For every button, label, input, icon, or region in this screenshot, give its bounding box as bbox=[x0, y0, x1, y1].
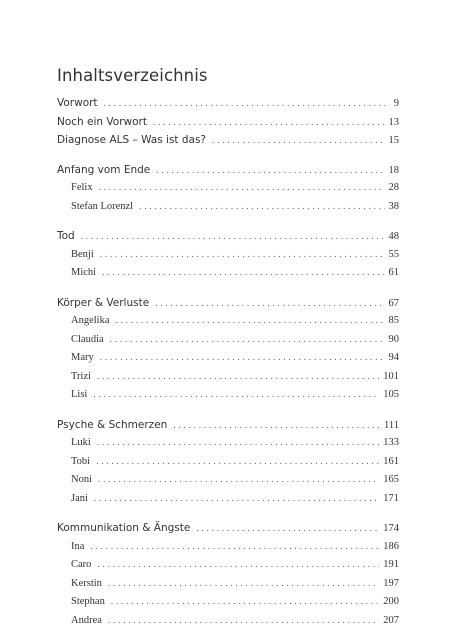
toc-entry-label: Anfang vom Ende bbox=[57, 163, 151, 176]
toc-entry-label: Trizi bbox=[71, 370, 92, 382]
toc-entry-label: Caro bbox=[71, 559, 92, 570]
toc-entry-label: Vorwort bbox=[57, 97, 98, 109]
toc-page-number: 161 bbox=[383, 455, 399, 467]
dot-leader bbox=[102, 267, 384, 277]
dot-leader bbox=[116, 315, 385, 325]
toc-page-number: 85 bbox=[388, 315, 399, 326]
toc-subentry[interactable] bbox=[57, 334, 399, 353]
toc-subentry[interactable] bbox=[57, 352, 399, 371]
toc-page-number: 111 bbox=[384, 419, 399, 431]
toc-page-number: 48 bbox=[388, 231, 399, 242]
dot-leader bbox=[97, 437, 379, 447]
toc-entry-label: Stefan Lorenzl bbox=[71, 200, 134, 212]
toc-entry-label: Kommunikation & Ängste bbox=[57, 522, 191, 534]
dot-leader bbox=[212, 135, 384, 145]
toc-subentry[interactable] bbox=[57, 596, 399, 615]
toc-entry-label: Noni bbox=[71, 474, 92, 485]
dot-leader bbox=[81, 231, 385, 241]
toc-entry[interactable] bbox=[57, 297, 399, 316]
toc-subentry[interactable] bbox=[57, 456, 399, 475]
toc-page-number: 67 bbox=[388, 297, 399, 309]
toc-page-number: 171 bbox=[383, 492, 399, 504]
dot-leader bbox=[100, 249, 385, 259]
dot-leader bbox=[104, 98, 390, 108]
toc-page-number: 15 bbox=[388, 135, 399, 146]
dot-leader bbox=[98, 474, 379, 484]
toc-entry-label: Luki bbox=[71, 437, 91, 448]
toc-entry-label: Noch ein Vorwort bbox=[57, 115, 147, 128]
toc-page-number: 165 bbox=[383, 474, 399, 485]
toc-entry-label: Benji bbox=[71, 248, 94, 260]
toc-entry-label: Claudia bbox=[71, 333, 104, 345]
toc-entry-label: Lisi bbox=[71, 389, 88, 400]
toc-page-number: 94 bbox=[388, 352, 399, 363]
dot-leader bbox=[153, 117, 385, 127]
toc-subentry[interactable] bbox=[57, 493, 399, 512]
dot-leader bbox=[110, 334, 385, 344]
toc-page-number: 101 bbox=[383, 370, 399, 382]
toc-entry[interactable] bbox=[57, 134, 399, 153]
toc-subentry[interactable] bbox=[57, 389, 399, 408]
toc-section bbox=[57, 419, 399, 512]
dot-leader bbox=[196, 523, 379, 533]
toc-entry-label: Andrea bbox=[71, 614, 102, 626]
toc-entry-label: Körper & Verluste bbox=[57, 296, 150, 309]
toc-subentry[interactable] bbox=[57, 201, 399, 220]
toc-page-number: 61 bbox=[388, 267, 399, 278]
toc-entry-label: Kerstin bbox=[71, 577, 102, 589]
toc-entry[interactable] bbox=[57, 230, 399, 249]
dot-leader bbox=[99, 182, 385, 192]
toc-section bbox=[57, 522, 399, 633]
toc-entry-label: Michi bbox=[71, 267, 97, 278]
toc-entry[interactable] bbox=[57, 116, 399, 135]
dot-leader bbox=[90, 541, 379, 551]
toc-entry-label: Jani bbox=[71, 492, 88, 504]
toc-page-number: 38 bbox=[388, 200, 399, 212]
toc-subentry[interactable] bbox=[57, 474, 399, 493]
toc-section bbox=[57, 164, 399, 220]
dot-leader bbox=[139, 201, 384, 211]
dot-leader bbox=[100, 352, 385, 362]
toc-entry-label: Tobi bbox=[71, 455, 91, 467]
toc-entry[interactable] bbox=[57, 97, 399, 116]
toc-section bbox=[57, 230, 399, 286]
dot-leader bbox=[97, 559, 379, 569]
dot-leader bbox=[111, 596, 379, 606]
toc-page-number: 174 bbox=[383, 523, 399, 534]
dot-leader bbox=[96, 456, 379, 466]
toc-section bbox=[57, 97, 399, 153]
toc-page-number: 13 bbox=[388, 116, 399, 128]
dot-leader bbox=[94, 493, 379, 503]
toc-page-number: 207 bbox=[383, 614, 399, 626]
toc-subentry[interactable] bbox=[57, 249, 399, 268]
toc-page-number: 55 bbox=[388, 248, 399, 260]
toc-entry[interactable] bbox=[57, 419, 399, 438]
toc-subentry[interactable] bbox=[57, 182, 399, 201]
toc-subentry[interactable] bbox=[57, 541, 399, 560]
toc-entry-label: Stephan bbox=[71, 596, 105, 607]
dot-leader bbox=[156, 165, 384, 175]
dot-leader bbox=[173, 420, 380, 430]
toc-page-number: 200 bbox=[383, 596, 399, 607]
dot-leader bbox=[155, 298, 384, 308]
toc-page-number: 90 bbox=[388, 333, 399, 345]
dot-leader bbox=[93, 389, 379, 399]
toc-entry[interactable] bbox=[57, 164, 399, 183]
toc-page-number: 105 bbox=[383, 389, 399, 400]
dot-leader bbox=[97, 371, 379, 381]
toc-page-number: 186 bbox=[383, 540, 399, 552]
toc-subentry[interactable] bbox=[57, 315, 399, 334]
table-of-contents bbox=[57, 97, 399, 644]
toc-page-number: 197 bbox=[383, 577, 399, 589]
dot-leader bbox=[108, 578, 379, 588]
toc-subentry[interactable] bbox=[57, 371, 399, 390]
toc-subentry[interactable] bbox=[57, 578, 399, 597]
toc-page-number: 18 bbox=[388, 164, 399, 176]
toc-section bbox=[57, 297, 399, 408]
toc-subentry[interactable] bbox=[57, 267, 399, 286]
toc-entry-label: Angelika bbox=[71, 315, 110, 326]
toc-page-number: 191 bbox=[383, 559, 399, 570]
toc-entry-label: Felix bbox=[71, 182, 93, 193]
toc-entry-label: Ina bbox=[71, 540, 85, 552]
toc-page-number: 28 bbox=[388, 182, 399, 193]
toc-entry-label: Psyche & Schmerzen bbox=[57, 418, 168, 431]
toc-entry-label: Tod bbox=[57, 230, 75, 242]
toc-entry-label: Diagnose ALS – Was ist das? bbox=[57, 134, 207, 146]
toc-page-number: 9 bbox=[393, 98, 399, 109]
toc-subentry[interactable] bbox=[57, 437, 399, 456]
toc-page-number: 133 bbox=[383, 437, 399, 448]
dot-leader bbox=[108, 615, 379, 625]
page-title: Inhaltsverzeichnis bbox=[57, 66, 208, 86]
toc-subentry[interactable] bbox=[57, 615, 399, 634]
toc-entry-label: Mary bbox=[71, 352, 94, 363]
toc-subentry[interactable] bbox=[57, 559, 399, 578]
toc-entry[interactable] bbox=[57, 522, 399, 541]
